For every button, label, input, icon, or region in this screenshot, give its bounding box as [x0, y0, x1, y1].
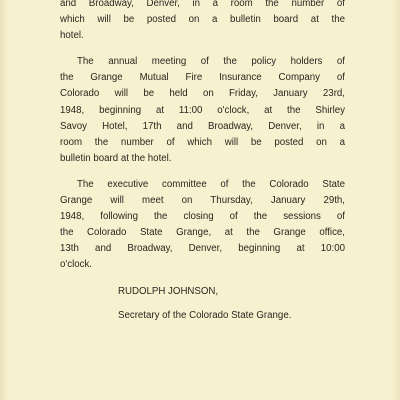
text-line: which will be posted on a bulletin board at the [60, 14, 345, 26]
scan-edge-left [0, 0, 8, 400]
text-line: 1948, beginning at 11:00 o'clock, at the Shirley [60, 104, 345, 116]
text-line: hotel. [60, 30, 84, 42]
signature-title: Secretary of the Colorado State Grange. [118, 309, 292, 321]
text-line: the Grange Mutual Fire Insurance Company of [60, 72, 345, 84]
text-line: the Colorado State Grange, at the Grange office, [60, 227, 345, 239]
scan-edge-right [392, 0, 400, 400]
paragraph-executive-committee [60, 177, 345, 274]
text-line: Colorado will be held on Friday, January 23rd, [60, 88, 345, 100]
text-line: The annual meeting of the policy holders of [77, 56, 345, 68]
text-line: and Broadway, Denver, in a room the number of [60, 0, 345, 9]
signature-block [60, 284, 345, 324]
document-page [60, 0, 345, 324]
text-line: bulletin board at the hotel. [60, 152, 172, 164]
text-line: room the number of which will be posted on a [60, 136, 345, 148]
text-line: Grange will meet on Thursday, January 29th, [60, 195, 345, 207]
text-line: o'clock. [60, 259, 92, 271]
paragraph-annual-meeting [60, 54, 345, 167]
text-line: 1948, following the closing of the sessions of [60, 211, 345, 223]
signature-name: RUDOLPH JOHNSON, [118, 285, 219, 297]
paragraph-fragment [60, 0, 345, 44]
text-line: Savoy Hotel, 17th and Broadway, Denver, in a [60, 120, 345, 132]
text-line: The executive committee of the Colorado State [77, 178, 345, 190]
text-line: 13th and Broadway, Denver, beginning at 10:00 [60, 243, 345, 255]
